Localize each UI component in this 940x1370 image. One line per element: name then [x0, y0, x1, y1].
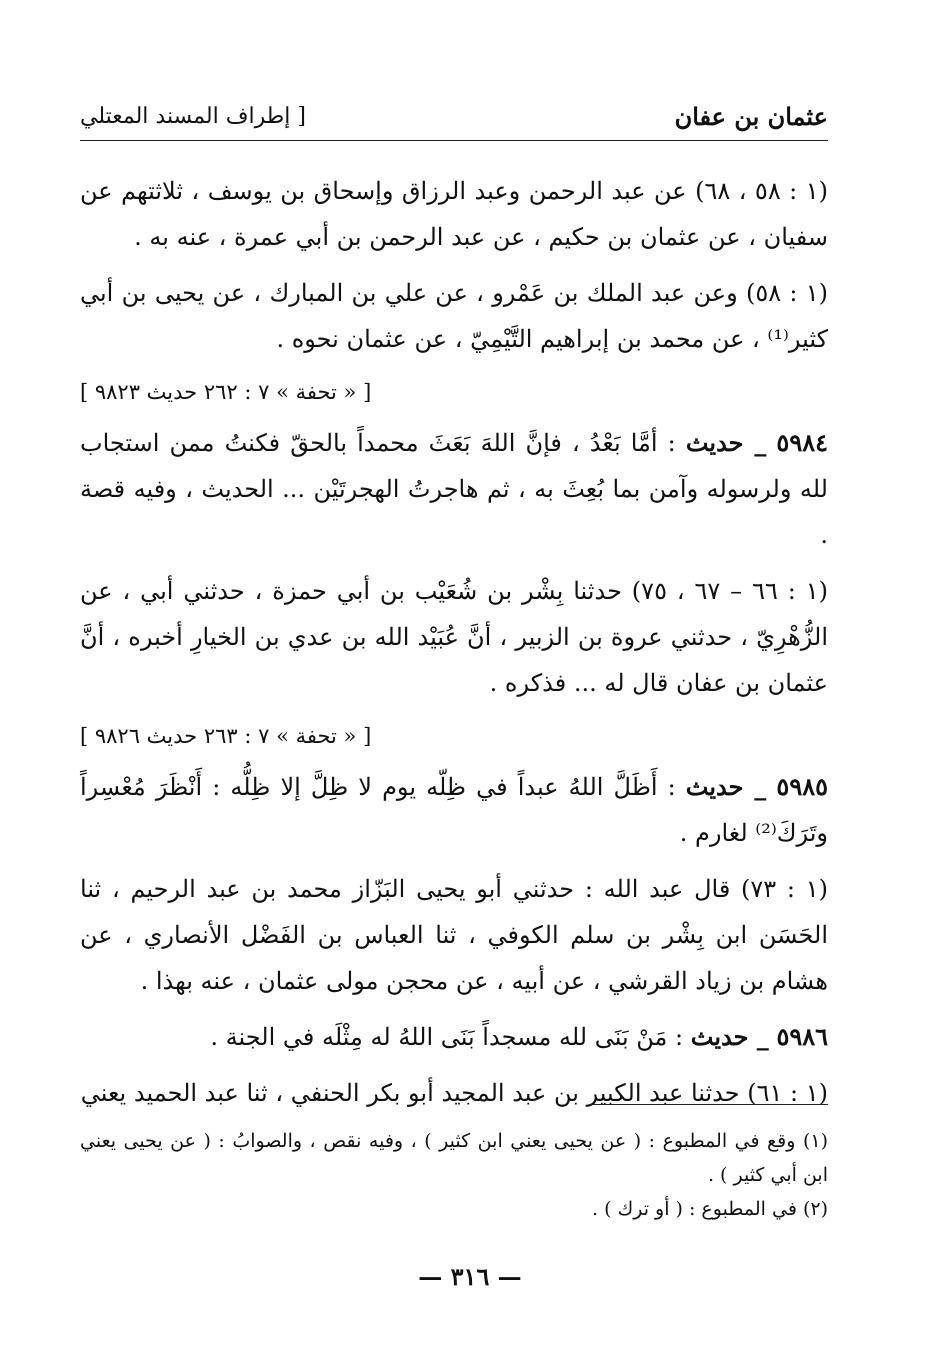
hadith-number: ٥٩٨٤	[776, 428, 828, 457]
footnotes	[80, 1124, 828, 1226]
tuhfa-reference: [ « تحفة » ٧ : ٢٦٢ حديث ٩٨٢٣ ]	[80, 380, 372, 404]
hadith-text: : أمَّا بَعْدُ ، فإنَّ اللهَ بَعَثَ محمداً بالحقّ فكنتُ ممن استجاب لله ولرسوله وآمن بما بُعِثَ به ، ثم هاجرتُ الهجرتَيْن ... الحديث ، وفيه قصة .	[80, 429, 828, 549]
isnad-paragraph: (١ : ٧٣) قال عبد الله : حدثني أبو يحيى البَزّاز محمد بن عبد الرحيم ، ثنا الحَسَن ابن بِشْر بن سلم الكوفي ، ثنا العباس بن الفَضْل الأنصاري ، عن هشام بن زياد القرشي ، عن أبيه ، عن محجن مولى عثمان ، عنه بهذا .	[80, 875, 828, 995]
hadith-label: _ حديث	[685, 772, 767, 801]
isnad-paragraph: (١ : ٥٨ ، ٦٨) عن عبد الرحمن وعبد الرزاق وإسحاق بن يوسف ، ثلاثتهم عن سفيان ، عن عثمان بن حكيم ، عن عبد الرحمن بن أبي عمرة ، عنه به .	[80, 177, 828, 251]
isnad-paragraph: (١ : ٥٨) وعن عبد الملك بن عَمْرو ، عن علي بن المبارك ، عن يحيى بن أبي كثير⁽¹⁾ ، عن محمد بن إبراهيم التَّيْمِيّ ، عن عثمان نحوه .	[80, 279, 829, 353]
page-number: — ٣١٦ —	[418, 1262, 522, 1291]
hadith-entry	[80, 1014, 828, 1060]
hadith-entry	[80, 420, 828, 558]
running-header	[80, 102, 828, 142]
isnad-paragraph: (١ : ٦١) حدثنا عبد الكبير بن عبد المجيد أبو بكر الحنفي ، ثنا عبد الحميد يعني	[80, 1079, 828, 1107]
hadith-text: : أَظَلَّ اللهُ عبداً في ظِلّه يوم لا ظِلَّ إلا ظِلُّه : أَنْظَرَ مُعْسِراً وتَرَكَ⁽²⁾ لغارم .	[80, 773, 828, 847]
isnad-paragraph: (١ : ٦٦ – ٦٧ ، ٧٥) حدثنا بِشْر بن شُعَيْب بن أبي حمزة ، حدثني أبي ، عن الزُّهْرِيّ ، حدثني عروة بن الزبير ، أنَّ عُبَيْد الله بن عدي بن الخيارِ أخبره ، أنَّ عثمان بن عفان قال له ... فذكره .	[80, 577, 828, 697]
hadith-label: _ حديث	[690, 1022, 769, 1051]
header-book-title: عثمان بن عفان	[674, 102, 828, 131]
footnote-divider	[590, 1104, 828, 1105]
footnote: (١) وقع في المطبوع : ( عن يحيى يعني ابن كثير ) ، وفيه نقص ، والصوابُ : ( عن يحيى يعني ابن أبي كثير ) .	[80, 1130, 828, 1186]
hadith-entry	[80, 764, 828, 856]
hadith-text: : مَنْ بَنَى لله مسجداً بَنَى اللهُ له مِثْلَه في الجنة .	[210, 1023, 684, 1051]
footnote: (٢) في المطبوع : ( أو ترك ) .	[592, 1198, 828, 1220]
main-text	[80, 168, 828, 1126]
tuhfa-reference: [ « تحفة » ٧ : ٢٦٣ حديث ٩٨٢٦ ]	[80, 724, 372, 748]
hadith-number: ٥٩٨٥	[776, 772, 828, 801]
header-series-title: [ إطراف المسند المعتلي	[80, 104, 306, 129]
hadith-label: _ حديث	[685, 428, 767, 457]
header-divider	[80, 140, 828, 141]
hadith-number: ٥٩٨٦	[776, 1022, 828, 1051]
